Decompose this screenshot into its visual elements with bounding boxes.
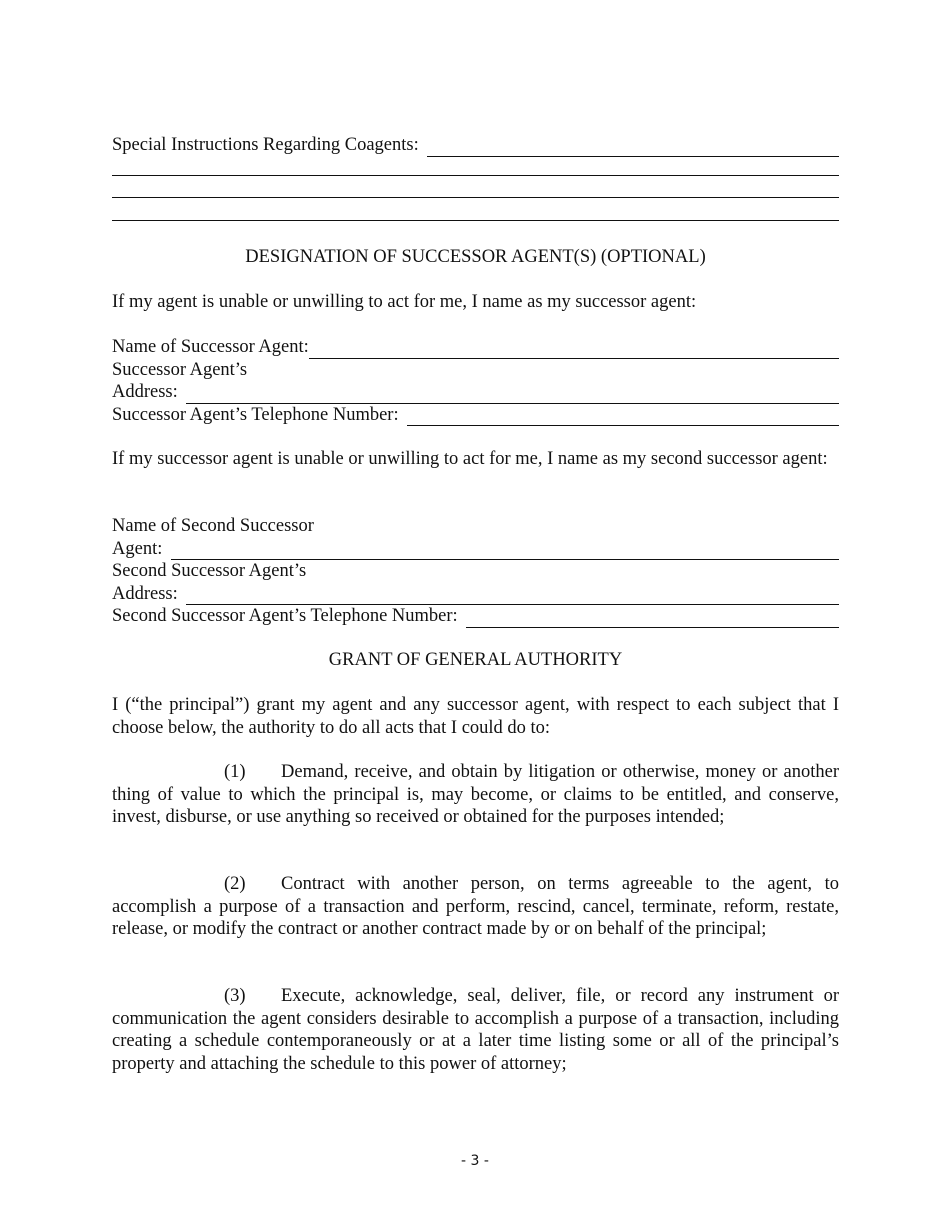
second-phone-field[interactable] [466, 611, 839, 628]
coagents-line-3[interactable] [112, 197, 839, 198]
second-phone-row [112, 605, 839, 628]
successor-address-field[interactable] [186, 387, 839, 404]
coagents-line-1[interactable] [427, 140, 839, 157]
successor-name-field[interactable] [309, 342, 839, 359]
second-phone-label: Second Successor Agent’s Telephone Number: [112, 606, 463, 626]
page-number: - 3 - [461, 1153, 489, 1169]
coagents-line-4[interactable] [112, 220, 839, 221]
second-name-label-2: Agent: [112, 538, 167, 559]
coagents-label: Special Instructions Regarding Coagents: [112, 135, 424, 155]
authority-item-2 [112, 873, 839, 941]
successor-phone-field[interactable] [407, 409, 839, 426]
authority-item-2-number: (2) [224, 874, 246, 894]
successor-address-label-1: Successor Agent’s [112, 359, 248, 380]
authority-heading: GRANT OF GENERAL AUTHORITY [328, 650, 623, 670]
successor-fields [112, 336, 839, 426]
second-address-row [112, 583, 839, 606]
second-address-field[interactable] [186, 588, 839, 605]
successor-address-label-2: Address: [112, 382, 183, 402]
successor-address-row [112, 381, 839, 404]
authority-intro: I (“the principal”) grant my agent and any successor agent, with respect to each subject that I choose below, the authority to do all acts that I could do to: [112, 695, 839, 738]
second-address-label-1: Second Successor Agent’s [112, 561, 307, 581]
second-successor-intro: If my successor agent is unable or unwilling to act for me, I name as my second successor agent: [112, 449, 828, 469]
second-address-label-2: Address: [112, 583, 183, 604]
authority-item-3 [112, 985, 839, 1075]
successor-name-label: Name of Successor Agent: [112, 337, 309, 357]
successor-heading: DESIGNATION OF SUCCESSOR AGENT(S) (OPTIONAL) [245, 247, 706, 267]
authority-item-3-number: (3) [224, 986, 246, 1006]
authority-item-1-text: Demand, receive, and obtain by litigation or otherwise, money or another thing of value to which the principal is, may become, or claims to be entitled, and conserve, invest, disburse, or use anything so received or obtained for the purposes intended; [112, 762, 839, 827]
second-name-field[interactable] [171, 543, 839, 560]
successor-phone-label: Successor Agent’s Telephone Number: [112, 404, 404, 425]
successor-phone-row [112, 404, 839, 427]
second-name-row [112, 538, 839, 561]
coagents-row [112, 134, 839, 157]
authority-item-2-text: Contract with another person, on terms agreeable to the agent, to accomplish a purpose of a transaction and perform, rescind, cancel, terminate, reform, restate, release, or modify the contract or another contract made by or on behalf of the principal; [112, 874, 839, 939]
coagents-line-2[interactable] [112, 175, 839, 176]
coagents-block [112, 134, 839, 157]
second-successor-fields [112, 515, 839, 628]
second-name-label-1: Name of Second Successor [112, 516, 314, 536]
successor-name-row [112, 336, 839, 359]
successor-intro: If my agent is unable or unwilling to act for me, I name as my successor agent: [112, 292, 697, 312]
authority-item-1-number: (1) [224, 762, 246, 782]
authority-item-1 [112, 761, 839, 829]
authority-item-3-text: Execute, acknowledge, seal, deliver, file, or record any instrument or communication the agent considers desirable to accomplish a purpose of a transaction, including creating a schedule contemporaneously or at a later time listing some or all of the principal’s property and attaching the schedule to this power of attorney; [112, 986, 839, 1074]
